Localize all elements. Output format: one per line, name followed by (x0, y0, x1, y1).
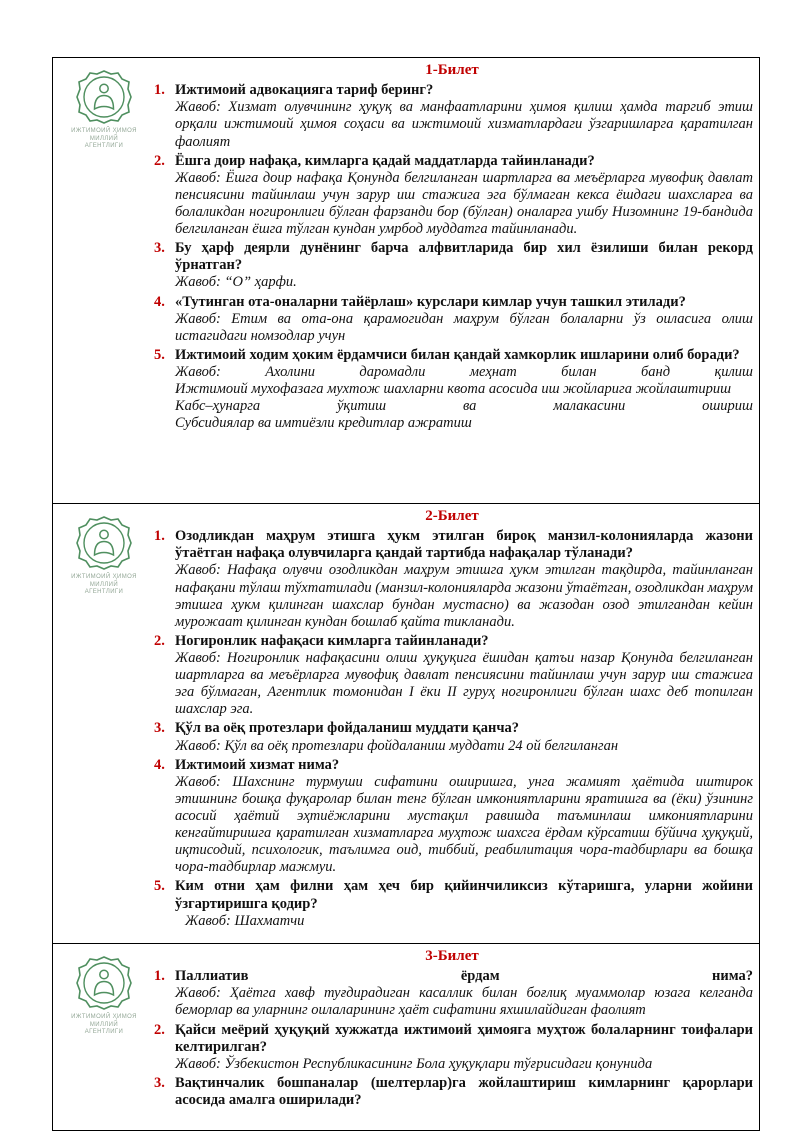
question-text: Қўл ва оёқ протезлари фойдаланиш муддати қанча? (175, 720, 519, 737)
ticket-section-2 (53, 504, 759, 944)
logo-caption-line1: ИЖТИМОИЙ ҲИМОЯ МИЛЛИЙ (71, 574, 137, 588)
logo-column (57, 948, 151, 1122)
qa-item (151, 633, 753, 719)
logo-caption-line2: АГЕНТЛИГИ (84, 1029, 124, 1035)
ticket-section-3 (53, 944, 759, 1130)
answer-text: Жавоб: Ўзбекистон Республикасининг Бола ҳуқуқлари тўғрисидаги қонунида (175, 1055, 653, 1072)
question-number: 1. (154, 82, 165, 99)
question-text: «Тутинган ота-оналарни тайёрлаш» курслари кимлар учун ташкил этилади? (175, 293, 686, 310)
question-number: 4. (154, 756, 165, 773)
question-text: Ёшга доир нафақа, кимларга қадай маддатларда тайинланади? (175, 152, 595, 169)
qa-body (175, 720, 753, 754)
answer-line: Кабс–ҳунарга ўқитиш ва малакасини ошириш (175, 398, 753, 415)
answer-text: Жавоб: Қўл ва оёқ протезлари фойдаланиш муддати 24 ой белгиланган (175, 737, 619, 754)
question-number: 5. (154, 346, 165, 363)
agency-logo (57, 68, 151, 151)
answer-text: Жавоб: Етим ва ота-она қарамогидан маҳрум бўлган болаларни ўз оиласига олиш истагидаги номзодлар учун (175, 310, 753, 344)
agency-emblem-icon (75, 514, 133, 572)
qa-item (151, 82, 753, 150)
question-number: 1. (154, 968, 165, 985)
qa-body (175, 633, 753, 719)
answer-text: Жавоб: Ҳаётга хавф туғдирадиган касаллик билан боғлиқ муаммолар юзага келганда беморлар ва уларнинг оилаларининг ҳаёт сифатини яхшилайдиган фаолият (175, 985, 753, 1019)
question-text: Ижтимоий ходим ҳоким ёрдамчиси билан қандай хамкорлик ишларини олиб боради? (175, 346, 740, 363)
question-text: Бу ҳарф деярли дунёнинг барча алфвитларида бир хил ёзилиши билан рекорд ўрнатган? (175, 240, 753, 274)
tickets-document (52, 57, 760, 1131)
qa-item (151, 528, 753, 631)
agency-logo (57, 514, 151, 597)
answer-text: Жавоб: Шахснинг турмуши сифатини оширишга, унга жамият ҳаётида иштирок этишнинг бошқа фуқаролар билан тенг бўлган имкониятларини яратишга ва (ёки) ўзининг асосий ҳаётий эҳтиёжларини мустақил равишда таъминлаш имкониятларини кенгайтиришга қаратилган хизматларга муҳтож шахсга ёрдам кўрсатиш бўйича ҳуқуқий, иқтисодий, психологик, таълимга оид, тиббий, реабилитация чора-тадбирлари ва бошқа чора-тадбирлар мажмуи. (175, 773, 753, 876)
qa-body (175, 878, 753, 929)
logo-caption-line2: АГЕНТЛИГИ (84, 143, 124, 149)
qa-body (175, 968, 753, 1019)
ticket-title: 3-Билет (425, 948, 479, 964)
logo-caption-line1: ИЖТИМОИЙ ҲИМОЯ МИЛЛИЙ (71, 1014, 137, 1028)
question-number: 3. (154, 240, 165, 257)
qa-body (175, 240, 753, 291)
agency-emblem-icon (75, 954, 133, 1012)
answer-line: Ижтимоий мухофазага мухтож шахларни квота асосида иш жойларига жойлаштириш (175, 381, 732, 398)
question-number: 3. (154, 1074, 165, 1091)
question-text: Қайси меёрий ҳуқуқий хужжатда ижтимоий ҳимояга муҳтож болаларнинг тоифалари келтирилган? (175, 1021, 753, 1055)
question-number: 4. (154, 293, 165, 310)
ticket-content (151, 62, 755, 495)
question-number: 5. (154, 878, 165, 895)
ticket-content (151, 948, 755, 1122)
question-text: Паллиатив ёрдам нима? (175, 968, 753, 985)
qa-item (151, 347, 753, 433)
question-number: 2. (154, 1021, 165, 1038)
qa-body (175, 82, 753, 150)
qa-item (151, 878, 753, 929)
answer-line: Субсидиялар ва имтиёзли кредитлар ажратиш (175, 415, 472, 432)
logo-column (57, 508, 151, 935)
question-text: Ижтимоий адвокацияга тариф беринг? (175, 82, 434, 99)
logo-caption-line1: ИЖТИМОИЙ ҲИМОЯ МИЛЛИЙ (71, 128, 137, 142)
qa-body (175, 153, 753, 239)
question-number: 3. (154, 720, 165, 737)
qa-item (151, 720, 753, 754)
question-text: Ногиронлик нафақаси кимларга тайинланади? (175, 632, 489, 649)
question-number: 1. (154, 528, 165, 545)
ticket-content (151, 508, 755, 935)
qa-body (175, 1075, 753, 1109)
answer-text: Жавоб: Ногиронлик нафақасини олиш ҳуқуқига ёшидан қатъи назар Қонунда белгиланган шартларга ва меъёрларга мувофиқ давлат пенсиясини тайинлаш учун зарур иш стажига эга бўлмаган, Агентлик томонидан I ёки II гуруҳ ногиронлиги бўлган шахс деб топилган шахслар эга. (175, 650, 753, 718)
qa-body (175, 1022, 753, 1073)
question-text: Ижтимоий хизмат нима? (175, 756, 340, 773)
qa-item (151, 294, 753, 345)
question-text: Ким отни ҳам филни ҳам ҳеч бир қийинчиликсиз кўтаришга, уларни жойини ўзгартиришга қодир? (175, 878, 753, 912)
logo-column (57, 62, 151, 495)
question-text: Озодликдан маҳрум этишга ҳукм этилган бироқ манзил-колонияларда жазони ўтаётган нафақа олувчиларга қандай тартибда нафақалар тўланади? (175, 528, 753, 562)
ticket-section-1 (53, 58, 759, 504)
qa-body (175, 347, 753, 433)
qa-item (151, 968, 753, 1019)
qa-body (175, 757, 753, 877)
question-text: Вақтинчалик бошпаналар (шелтерлар)га жойлаштириш кимларнинг қарорлари асосида амалга оширилади? (175, 1074, 753, 1109)
answer-text: Жавоб: Шахматчи (185, 912, 305, 929)
answer-text: Жавоб: Хизмат олувчининг ҳуқуқ ва манфаатларини ҳимоя қилиш ҳамда таргиб этиш орқали ижтимоий ҳимоя соҳаси ва ижтимоий хизматлардаги ўзгаришларга қаратилган фаолият (175, 99, 753, 150)
agency-emblem-icon (75, 68, 133, 126)
qa-item (151, 240, 753, 291)
logo-caption-line2: АГЕНТЛИГИ (84, 589, 124, 595)
qa-body (175, 294, 753, 345)
answer-text: Жавоб: “О” ҳарфи. (175, 274, 297, 291)
question-number: 2. (154, 152, 165, 169)
answer-text: Жавоб: Нафақа олувчи озодликдан маҳрум этишга ҳукм этилган тақдирда, тайинланган нафақани тўлаш тўхтатилади (манзил-колонияларда жазони ўтаётган, озодликдан маҳрум этишга ҳукм қилинган шахслар бундан мустасно) ва жазодан озод этилгандан кейин мурожаат қилинган кундан бошлаб қайта тикланади. (175, 562, 753, 630)
ticket-title: 1-Билет (425, 62, 479, 78)
qa-item (151, 757, 753, 877)
answer-line: Жавоб: Ахолини даромадли меҳнат билан банд қилиш (175, 364, 753, 380)
answer-text: Жавоб: Ёшга доир нафақа Қонунда белгиланган шартларга ва меъёрларга мувофиқ давлат пенсиясини тайинлаш учун зарур иш стажига эга бўлмаган кекса ёшдаги шахсларга ва болаликдан ногиронлиги бўлган фарзанди бор (бўлган) оналарга ушбу Низомнинг 19-бандида белгиланган ёшга тўлган кундан умрбод муддатга тайинланади. (175, 169, 753, 238)
qa-body (175, 528, 753, 631)
qa-item (151, 1075, 753, 1109)
qa-item (151, 1022, 753, 1073)
ticket-title: 2-Билет (425, 508, 479, 524)
agency-logo (57, 954, 151, 1037)
qa-item (151, 153, 753, 239)
question-number: 2. (154, 632, 165, 649)
